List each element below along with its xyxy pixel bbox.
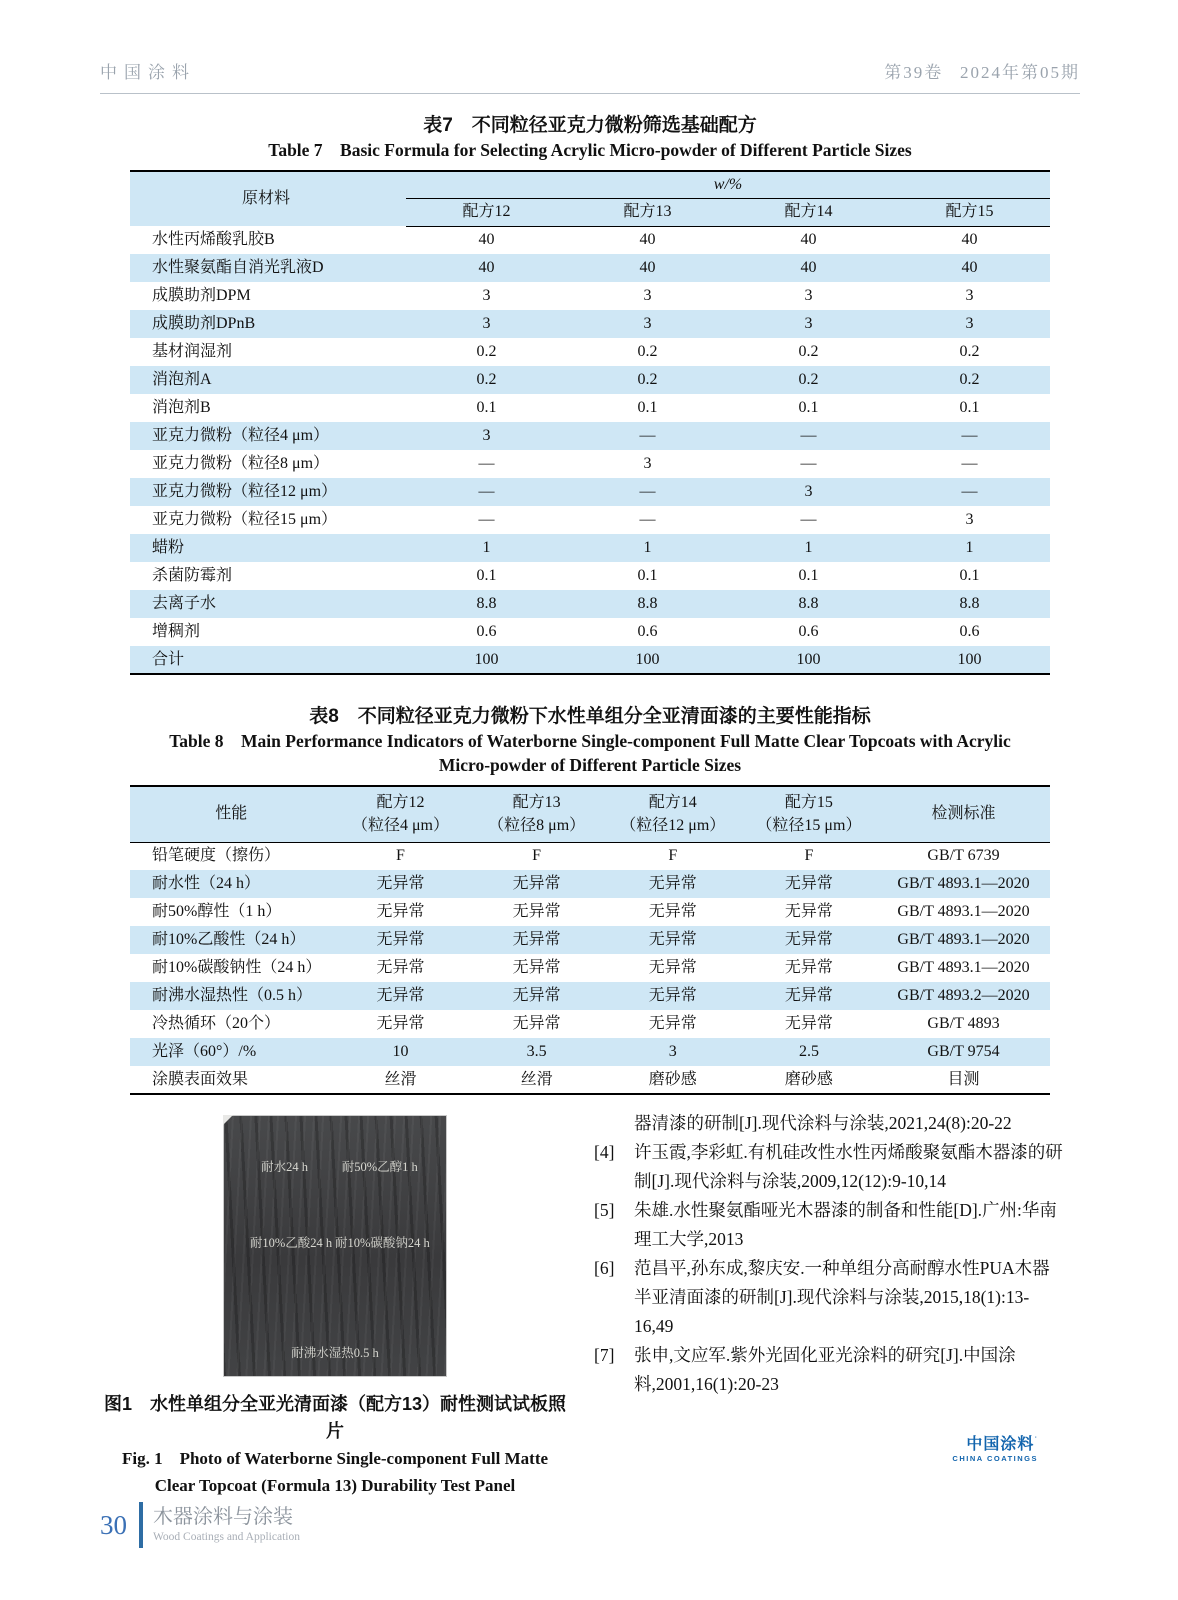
row-label: 亚克力微粉（粒径15 μm） <box>152 511 338 528</box>
row-label: 亚克力微粉（粒径8 μm） <box>152 455 330 472</box>
reference-number: [7] <box>594 1345 615 1365</box>
table-row <box>130 366 1050 394</box>
table-row <box>130 1010 1050 1038</box>
reference-text: 器清漆的研制[J].现代涂料与涂装,2021,24(8):20-22 <box>634 1113 1012 1133</box>
table-row <box>130 226 1050 254</box>
table7-title-en: Table 7 Basic Formula for Selecting Acrylic Micro-powder of Different Particle Sizes <box>268 140 912 160</box>
particle-size-label: （粒径15 μm） <box>756 817 862 835</box>
reference-number: [6] <box>594 1258 615 1278</box>
cell-value: 磨砂感 <box>648 1070 697 1088</box>
table-row <box>130 478 1050 506</box>
cell-value: 3 <box>804 483 813 500</box>
table7-formula15-header: 配方15 <box>889 198 1050 226</box>
table7-formula12-header: 配方12 <box>406 198 567 226</box>
particle-size-label: （粒径12 μm） <box>620 817 726 835</box>
cell-value: 0.6 <box>476 623 497 640</box>
table-row <box>130 954 1050 982</box>
table7 <box>130 170 1050 675</box>
cell-value: 3 <box>643 455 652 472</box>
figure-photo-wrap <box>100 1115 570 1377</box>
cell-value: 100 <box>635 650 660 668</box>
row-label: 水性丙烯酸乳胶B <box>152 231 275 248</box>
cell-value: 0.2 <box>959 371 980 388</box>
cell-value: 0.1 <box>959 399 980 416</box>
row-label: 耐水性（24 h） <box>152 875 261 892</box>
cell-value: — <box>478 455 495 472</box>
cell-value: 3.5 <box>526 1043 547 1060</box>
particle-size-label: （粒径4 μm） <box>351 817 449 835</box>
cell-value: 无异常 <box>784 903 833 920</box>
cell-value: 0.1 <box>959 567 980 584</box>
cell-value: 无异常 <box>784 875 833 892</box>
reference-text: 范昌平,孙东成,黎庆安.一种单组分高耐醇水性PUA木器半亚清面漆的研制[J].现代涂料与涂装,2015,18(1):13-16,49 <box>634 1258 1050 1336</box>
cell-value: 无异常 <box>376 1015 425 1032</box>
footer-section-en: Wood Coatings and Application <box>153 1531 300 1543</box>
table8-title-en-line2: Micro-powder of Different Particle Sizes <box>438 755 742 775</box>
cell-value: 0.1 <box>476 567 497 584</box>
reference-item <box>594 1196 1066 1254</box>
cell-value: 3 <box>482 315 491 332</box>
table8-title-en-line1: Table 8 Main Performance Indicators of Waterborne Single-component Full Matte Clear Topcoats with Acrylic <box>169 731 1011 751</box>
cell-value: — <box>639 427 656 444</box>
figure-caption-cn: 图1 水性单组分全亚光清面漆（配方13）耐性测试试板照片 <box>103 1394 567 1441</box>
references-column <box>594 1109 1066 1499</box>
cell-value: 8.8 <box>959 595 980 612</box>
row-label: 合计 <box>152 650 185 668</box>
reference-number: [5] <box>594 1200 615 1220</box>
figure-column <box>100 1109 570 1499</box>
table8-formula12-header <box>332 786 468 842</box>
row-label: 基材润湿剂 <box>152 343 233 360</box>
table-row <box>130 394 1050 422</box>
cell-value: 0.2 <box>637 371 658 388</box>
cell-value: 无异常 <box>648 875 697 892</box>
cell-value: 3 <box>804 315 813 332</box>
cell-value: 100 <box>796 650 821 668</box>
panel-label-sodium-carbonate: 耐10%碳酸钠24 h <box>335 1235 430 1250</box>
reference-item <box>594 1341 1066 1399</box>
cell-value: 10 <box>392 1043 409 1060</box>
cell-value: 3 <box>482 427 491 444</box>
footer-section <box>153 1505 300 1545</box>
row-label: 消泡剂B <box>152 399 211 416</box>
cell-value: 无异常 <box>376 931 425 948</box>
table-row <box>130 1066 1050 1094</box>
cell-value: 0.2 <box>476 343 497 360</box>
cell-value: 0.1 <box>637 567 658 584</box>
cell-value: 0.1 <box>798 567 819 584</box>
cell-value: 1 <box>965 539 974 556</box>
panel-label-boiling-water: 耐沸水湿热0.5 h <box>291 1345 379 1360</box>
table7-formula14-header: 配方14 <box>728 198 889 226</box>
cell-value: 100 <box>474 650 499 668</box>
figure-caption-en-line2: Clear Topcoat (Formula 13) Durability Test Panel <box>154 1476 516 1495</box>
table-row <box>130 982 1050 1010</box>
row-label: 耐50%醇性（1 h） <box>152 903 282 920</box>
cell-value: — <box>800 427 817 444</box>
running-head <box>100 0 1080 94</box>
cell-value: — <box>961 455 978 472</box>
cell-value: 无异常 <box>648 1015 697 1032</box>
cell-value: F <box>532 847 542 865</box>
table7-material-header: 原材料 <box>241 190 290 207</box>
cell-value: 0.2 <box>798 343 819 360</box>
cell-value: 无异常 <box>648 987 697 1004</box>
cell-value: 1 <box>482 539 491 556</box>
cell-value: 40 <box>478 231 495 249</box>
row-label: 亚克力微粉（粒径12 μm） <box>152 483 338 500</box>
unit-label: w/% <box>713 175 743 193</box>
cell-value: 无异常 <box>376 987 425 1004</box>
brand-name: 中国涂料 <box>966 1436 1035 1453</box>
cell-value: 无异常 <box>784 987 833 1004</box>
cell-value: 8.8 <box>637 595 658 612</box>
table8-formula15-header <box>741 786 877 842</box>
cell-value: 8.8 <box>476 595 497 612</box>
cell-value: 无异常 <box>376 959 425 976</box>
row-label: 涂膜表面效果 <box>152 1070 249 1088</box>
cell-value: 无异常 <box>648 959 697 976</box>
table-row <box>130 562 1050 590</box>
table7-unit-header <box>406 171 1050 198</box>
cell-value: 0.6 <box>959 623 980 640</box>
cell-value: GB/T 4893.1—2020 <box>897 931 1030 948</box>
table-row <box>130 310 1050 338</box>
reference-text: 许玉霞,李彩虹.有机硅改性水性丙烯酸聚氨酯木器漆的研制[J].现代涂料与涂装,2009,12(12):9-10,14 <box>634 1142 1063 1191</box>
cell-value: 3 <box>965 511 974 528</box>
cell-value: 1 <box>804 539 813 556</box>
formula-label: 配方13 <box>512 794 561 812</box>
cell-value: — <box>961 427 978 444</box>
cell-value: 0.6 <box>798 623 819 640</box>
cell-value: 3 <box>804 287 813 304</box>
reference-item <box>594 1138 1066 1196</box>
row-label: 杀菌防霉剂 <box>152 567 233 584</box>
reference-list <box>594 1109 1066 1399</box>
brand-mark: ˙ <box>1034 1435 1038 1445</box>
table-row <box>130 590 1050 618</box>
reference-text: 张申,文应军.紫外光固化亚光涂料的研究[J].中国涂料,2001,16(1):20-23 <box>634 1345 1016 1394</box>
cell-value: 0.1 <box>476 399 497 416</box>
row-label: 冷热循环（20个） <box>152 1015 281 1032</box>
brand-logo <box>594 1431 1066 1463</box>
cell-value: GB/T 4893.1—2020 <box>897 903 1030 920</box>
cell-value: 40 <box>639 231 656 249</box>
cell-value: — <box>800 511 817 528</box>
cell-value: 无异常 <box>512 875 561 892</box>
table-row <box>130 842 1050 870</box>
cell-value: 无异常 <box>512 1015 561 1032</box>
particle-size-label: （粒径8 μm） <box>488 817 586 835</box>
table7-title-cn: 表7 不同粒径亚克力微粉筛选基础配方 <box>423 115 757 136</box>
cell-value: 磨砂感 <box>784 1070 833 1088</box>
cell-value: — <box>800 455 817 472</box>
cell-value: 无异常 <box>648 903 697 920</box>
cell-value: 0.1 <box>637 399 658 416</box>
formula-label: 配方15 <box>784 794 833 812</box>
cell-value: — <box>639 511 656 528</box>
cell-value: 3 <box>965 315 974 332</box>
formula-label: 配方14 <box>648 794 697 812</box>
cell-value: 3 <box>482 287 491 304</box>
cell-value: F <box>668 847 678 865</box>
table-row <box>130 898 1050 926</box>
journal-name: 中国涂料 <box>100 63 196 82</box>
table-row <box>130 506 1050 534</box>
cell-value: — <box>639 483 656 500</box>
table7-formula13-header: 配方13 <box>567 198 728 226</box>
panel-label-water: 耐水24 h <box>261 1159 308 1174</box>
table8-title-cn: 表8 不同粒径亚克力微粉下水性单组分全亚清面漆的主要性能指标 <box>309 706 871 727</box>
row-label: 去离子水 <box>152 595 217 612</box>
cell-value: 0.2 <box>959 343 980 360</box>
test-panel-photo <box>223 1115 447 1377</box>
row-label: 耐10%乙酸性（24 h） <box>152 931 306 948</box>
cell-value: 无异常 <box>784 931 833 948</box>
table8-formula13-header <box>469 786 605 842</box>
cell-value: GB/T 6739 <box>927 847 1000 865</box>
cell-value: 丝滑 <box>384 1070 417 1088</box>
cell-value: 3 <box>668 1043 677 1060</box>
footer-section-cn: 木器涂料与涂装 <box>153 1506 293 1528</box>
cell-value: 无异常 <box>784 1015 833 1032</box>
page-content <box>100 0 1080 1499</box>
table8-standard-header: 检测标准 <box>877 786 1050 842</box>
panel-label-ethanol: 耐50%乙醇1 h <box>341 1159 418 1174</box>
row-label: 光泽（60°）/% <box>152 1043 257 1060</box>
cell-value: 0.2 <box>476 371 497 388</box>
table8 <box>130 785 1050 1095</box>
cell-value: 0.6 <box>637 623 658 640</box>
table7-header-row-1 <box>130 171 1050 198</box>
bottom-section <box>100 1109 1080 1499</box>
reference-item <box>594 1254 1066 1341</box>
cell-value: 40 <box>800 231 817 249</box>
page-number: 30 <box>100 1509 127 1540</box>
cell-value: 无异常 <box>376 903 425 920</box>
cell-value: 3 <box>965 287 974 304</box>
cell-value: GB/T 4893.1—2020 <box>897 875 1030 892</box>
table-row <box>130 1038 1050 1066</box>
row-label: 铅笔硬度（擦伤） <box>152 847 281 865</box>
row-label: 耐10%碳酸钠性（24 h） <box>152 959 322 976</box>
cell-value: 3 <box>643 315 652 332</box>
table-row <box>130 338 1050 366</box>
row-label: 成膜助剂DPM <box>152 287 251 304</box>
table8-header-row <box>130 786 1050 842</box>
cell-value: 无异常 <box>512 959 561 976</box>
cell-value: 100 <box>957 650 982 668</box>
row-label: 耐沸水湿热性（0.5 h） <box>152 987 313 1004</box>
row-label: 成膜助剂DPnB <box>152 315 256 332</box>
formula-label: 配方12 <box>376 794 425 812</box>
reference-number: [4] <box>594 1142 615 1162</box>
cell-value: 0.2 <box>798 371 819 388</box>
cell-value: 40 <box>961 259 978 276</box>
cell-value: 0.2 <box>637 343 658 360</box>
cell-value: 无异常 <box>512 987 561 1004</box>
row-label: 消泡剂A <box>152 371 212 388</box>
row-label: 增稠剂 <box>152 623 201 640</box>
table-row <box>130 646 1050 674</box>
table-row <box>130 926 1050 954</box>
cell-value: — <box>961 483 978 500</box>
cell-value: 3 <box>643 287 652 304</box>
cell-value: GB/T 4893.1—2020 <box>897 959 1030 976</box>
reference-number <box>594 1109 634 1138</box>
cell-value: 40 <box>961 231 978 249</box>
table-row <box>130 618 1050 646</box>
table8-property-header: 性能 <box>130 786 332 842</box>
reference-text: 朱雄.水性聚氨酯哑光木器漆的制备和性能[D].广州:华南理工大学,2013 <box>634 1200 1057 1249</box>
cell-value: — <box>478 511 495 528</box>
table-row <box>130 450 1050 478</box>
cell-value: 无异常 <box>512 903 561 920</box>
cell-value: F <box>396 847 405 865</box>
cell-value: 0.1 <box>798 399 819 416</box>
cell-value: 无异常 <box>784 959 833 976</box>
table-row <box>130 534 1050 562</box>
cell-value: GB/T 4893 <box>927 1015 1000 1032</box>
table-row <box>130 422 1050 450</box>
table-row <box>130 254 1050 282</box>
cell-value: 1 <box>643 539 652 556</box>
cell-value: — <box>478 483 495 500</box>
row-label: 蜡粉 <box>152 539 185 556</box>
cell-value: 无异常 <box>648 931 697 948</box>
row-label: 水性聚氨酯自消光乳液D <box>152 259 324 276</box>
table-row <box>130 282 1050 310</box>
figure-caption-en-line1: Fig. 1 Photo of Waterborne Single-component Full Matte <box>121 1449 549 1468</box>
cell-value: 无异常 <box>512 931 561 948</box>
footer-divider-bar <box>139 1502 143 1548</box>
cell-value: F <box>804 847 814 865</box>
cell-value: 2.5 <box>798 1043 819 1060</box>
reference-item <box>594 1109 1066 1138</box>
table-row <box>130 870 1050 898</box>
issue-info: 第39卷 2024年第05期 <box>884 63 1080 82</box>
cell-value: 40 <box>800 259 817 276</box>
table8-formula14-header <box>605 786 741 842</box>
cell-value: GB/T 9754 <box>927 1043 1000 1060</box>
panel-label-acetic-acid: 耐10%乙酸24 h <box>249 1235 333 1250</box>
cell-value: GB/T 4893.2—2020 <box>897 987 1030 1004</box>
cell-value: 8.8 <box>798 595 819 612</box>
cell-value: 无异常 <box>376 875 425 892</box>
cell-value: 40 <box>639 259 656 276</box>
cell-value: 丝滑 <box>520 1070 553 1088</box>
brand-logo-en: CHINA COATINGS <box>952 1454 1038 1463</box>
cell-value: 40 <box>478 259 495 276</box>
row-label: 亚克力微粉（粒径4 μm） <box>152 427 330 444</box>
cell-value: 目测 <box>947 1070 980 1088</box>
page-footer <box>100 1502 300 1548</box>
brand-logo-cn <box>966 1431 1038 1454</box>
